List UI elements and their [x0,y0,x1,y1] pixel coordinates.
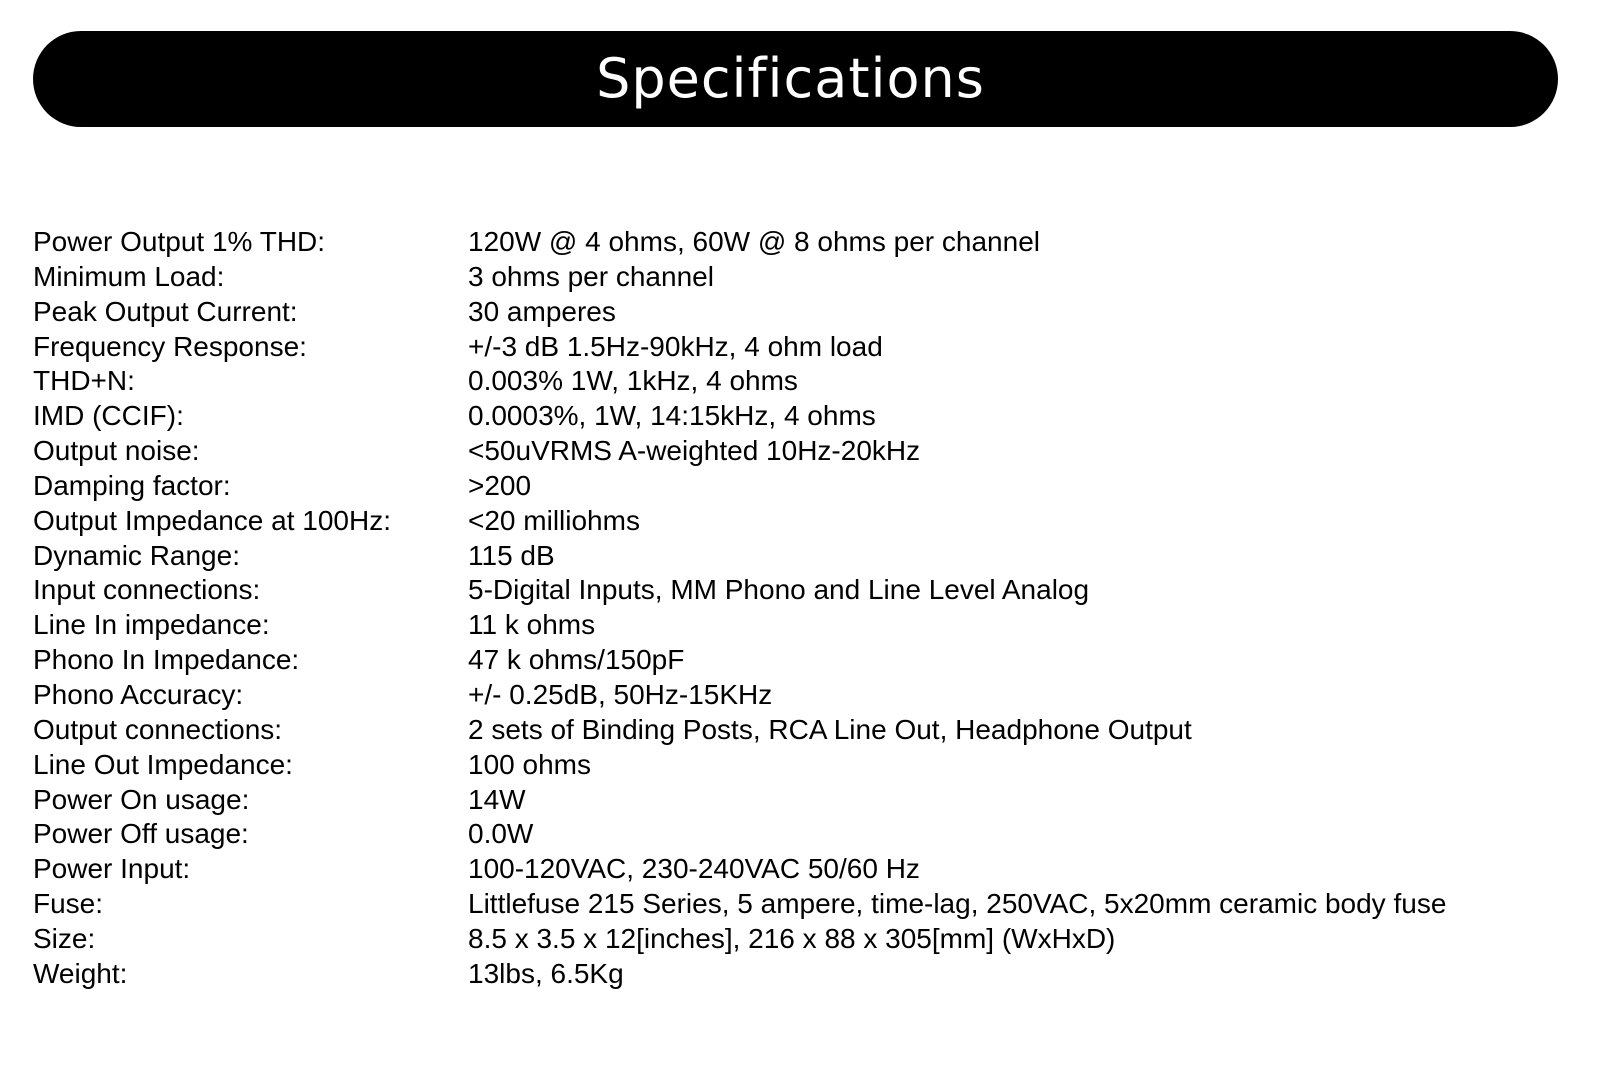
spec-label: Output Impedance at 100Hz: [33,504,391,536]
spec-value: Littlefuse 215 Series, 5 ampere, time-lag, 250VAC, 5x20mm ceramic body fuse [468,888,1447,920]
spec-value: +/-3 dB 1.5Hz-90kHz, 4 ohm load [468,330,883,362]
spec-row [33,539,1573,574]
spec-row [33,573,1573,608]
spec-value: 30 amperes [468,295,616,327]
spec-label: Line In impedance: [33,609,270,641]
spec-value: 0.0003%, 1W, 14:15kHz, 4 ohms [468,400,876,432]
spec-row [33,817,1573,852]
spec-label: Output connections: [33,713,283,745]
spec-value: 11 k ohms [468,609,596,641]
spec-label: Power On usage: [33,783,250,815]
spec-row [33,295,1573,330]
spec-row [33,330,1573,365]
spec-label: Minimum Load: [33,260,225,292]
spec-value: 115 dB [468,539,555,571]
spec-label: IMD (CCIF): [33,400,184,432]
spec-label: Power Input: [33,853,191,885]
spec-row [33,957,1573,992]
spec-label: Frequency Response: [33,330,307,362]
spec-table [33,225,1573,992]
spec-row [33,678,1573,713]
spec-row [33,643,1573,678]
spec-row [33,852,1573,887]
spec-row [33,608,1573,643]
spec-label: Input connections: [33,574,261,606]
spec-label: Phono Accuracy: [33,678,244,710]
spec-value: 0.003% 1W, 1kHz, 4 ohms [468,365,798,397]
spec-label: THD+N: [33,365,135,397]
spec-label: Dynamic Range: [33,539,240,571]
spec-row [33,469,1573,504]
spec-label: Damping factor: [33,469,231,501]
spec-value: 8.5 x 3.5 x 12[inches], 216 x 88 x 305[mm] (WxHxD) [468,922,1116,954]
spec-row [33,504,1573,539]
spec-label: Line Out Impedance: [33,748,293,780]
spec-value: 47 k ohms/150pF [468,644,685,676]
spec-value: 100-120VAC, 230-240VAC 50/60 Hz [468,853,920,885]
spec-value: <20 milliohms [468,504,640,536]
spec-value: >200 [468,469,532,501]
spec-value: 13lbs, 6.5Kg [468,957,624,989]
page-title: Specifications [596,47,985,110]
spec-row [33,260,1573,295]
spec-value: +/- 0.25dB, 50Hz-15KHz [468,678,773,710]
spec-value: 5-Digital Inputs, MM Phono and Line Level Analog [468,574,1090,606]
spec-label: Fuse: [33,888,104,920]
spec-label: Size: [33,922,96,954]
spec-label: Peak Output Current: [33,295,298,327]
spec-label: Output noise: [33,435,200,467]
spec-label: Power Output 1% THD: [33,226,326,257]
spec-value: 3 ohms per channel [468,260,714,292]
spec-row [33,922,1573,957]
spec-label: Weight: [33,957,128,989]
spec-row [33,364,1573,399]
spec-value: 100 ohms [468,748,591,780]
spec-row [33,887,1573,922]
spec-row [33,713,1573,748]
spec-value: 0.0W [468,818,534,850]
spec-label: Power Off usage: [33,818,249,850]
spec-value: 14W [468,783,526,815]
spec-row [33,783,1573,818]
spec-row [33,748,1573,783]
spec-value: <50uVRMS A-weighted 10Hz-20kHz [468,435,921,467]
spec-row [33,434,1573,469]
spec-label: Phono In Impedance: [33,644,300,676]
spec-value: 2 sets of Binding Posts, RCA Line Out, Headphone Output [468,713,1192,745]
spec-value: 120W @ 4 ohms, 60W @ 8 ohms per channel [468,226,1040,257]
specifications-header-bar [33,31,1558,127]
spec-row [33,225,1573,260]
spec-row [33,399,1573,434]
